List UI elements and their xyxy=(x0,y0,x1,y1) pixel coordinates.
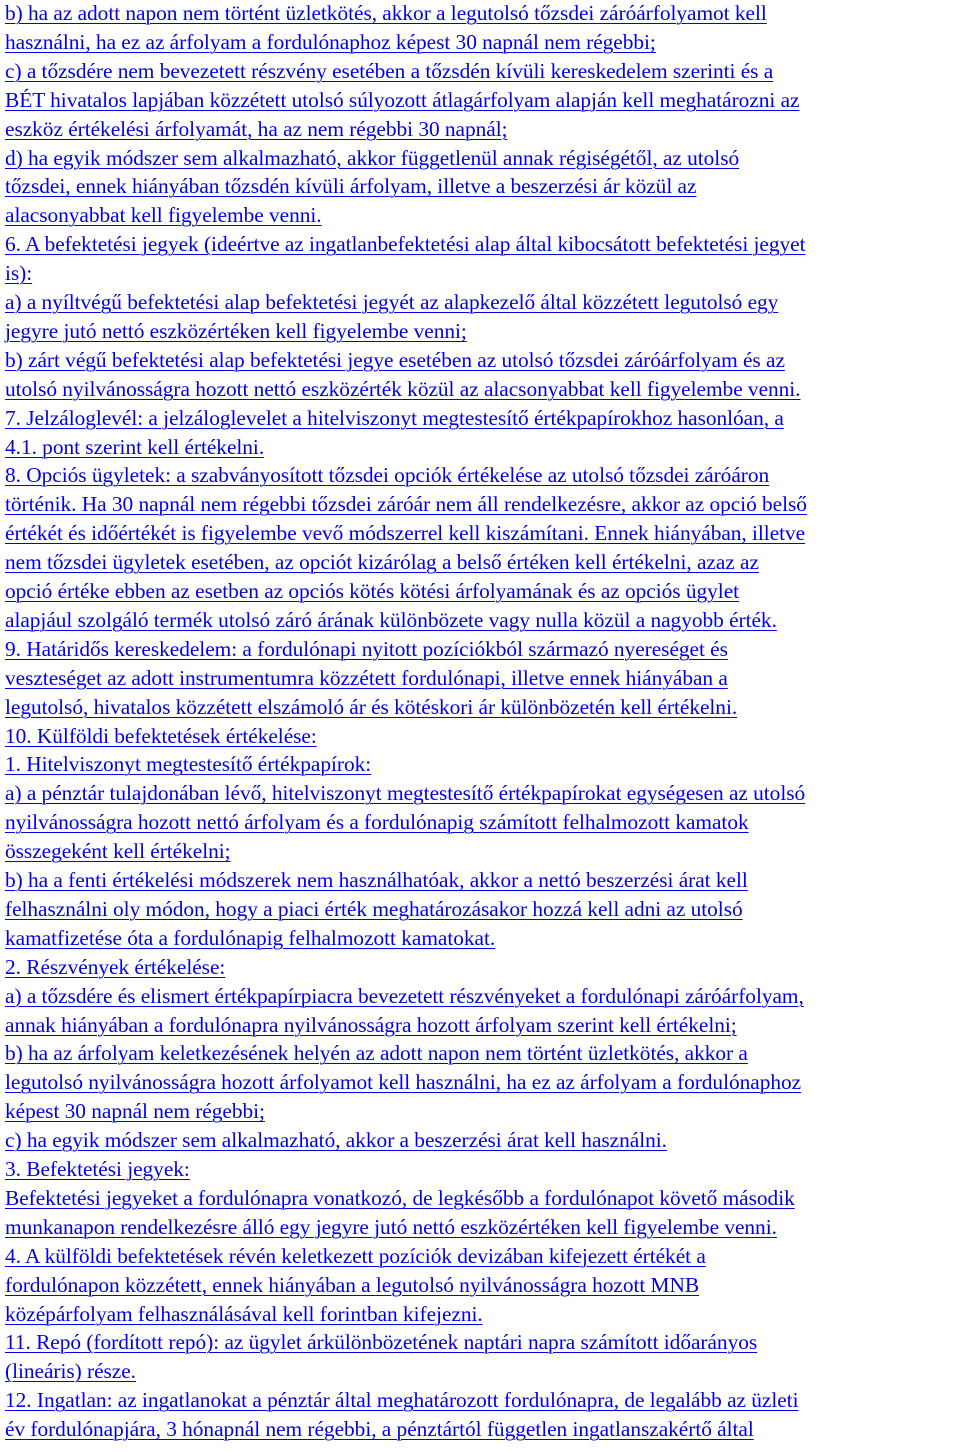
text-line-link[interactable]: fordulónapon közzétett, ennek hiányában a legutolsó nyilvánosságra hozott MNB xyxy=(5,1272,700,1297)
text-line-link[interactable]: összegeként kell értékelni; xyxy=(5,839,231,864)
text-line-link[interactable]: értékét és időértékét is figyelembe vevő módszerrel kell kiszámítani. Ennek hiányában, illetve xyxy=(5,521,806,546)
text-line-link[interactable]: a) a nyíltvégű befektetési alap befektetési jegyét az alapkezelő által közzétett legutolsó egy xyxy=(5,290,779,314)
text-line-link[interactable]: kamatfizetése óta a fordulónapig felhalmozott kamatokat. xyxy=(5,925,496,950)
text-line-link[interactable]: 12. Ingatlan: az ingatlanokat a pénztár által meghatározott fordulónapra, de legalább az üzleti xyxy=(5,1388,799,1413)
text-line-link[interactable]: eszköz értékelési árfolyamát, ha az nem régebbi 30 napnál; xyxy=(5,116,508,141)
text-line-link[interactable]: 6. A befektetési jegyek (ideértve az ingatlanbefektetési alap által kibocsátott befektetési jegyet xyxy=(5,232,806,257)
text-line-link[interactable]: (lineáris) része. xyxy=(5,1359,136,1384)
text-line-link[interactable]: b) zárt végű befektetési alap befektetési jegye esetében az utolsó tőzsdei záróárfolyam és az xyxy=(5,347,785,372)
text-line-link[interactable]: alapjául szolgáló termék utolsó záró árának különbözete vagy nulla közül a nagyobb érték. xyxy=(5,607,777,632)
text-line-link[interactable]: utolsó nyilvánosságra hozott nettó eszközérték közül az alacsonyabbat kell figyelembe venni. xyxy=(5,376,801,401)
text-line-link[interactable]: a) a pénztár tulajdonában lévő, hitelviszonyt megtestesítő értékpapírokat egységesen az utolsó xyxy=(5,781,806,806)
text-line-link[interactable]: b) ha az árfolyam keletkezésének helyén az adott napon nem történt üzletkötés, akkor a xyxy=(5,1041,748,1066)
text-line-link[interactable]: opció értéke ebben az esetben az opciós kötés kötési árfolyamának és az opciós ügylet xyxy=(5,579,740,603)
text-line-link[interactable]: használni, ha ez az árfolyam a fordulónaphoz képest 30 napnál nem régebbi; xyxy=(5,29,656,54)
text-line-link[interactable]: 3. Befektetési jegyek: xyxy=(5,1157,190,1181)
text-line-link[interactable]: 9. Határidős kereskedelem: a fordulónapi nyitott pozíciókból származó nyereséget és xyxy=(5,636,728,661)
text-line-link[interactable]: c) ha egyik módszer sem alkalmazható, akkor a beszerzési árat kell használni. xyxy=(5,1128,667,1153)
text-line-link[interactable]: alacsonyabbat kell figyelembe venni. xyxy=(5,203,322,228)
text-line-link[interactable]: b) ha az adott napon nem történt üzletkötés, akkor a legutolsó tőzsdei záróárfolyamot kell xyxy=(5,1,767,25)
text-line-link[interactable]: legutolsó, hivatalos közzétett elszámoló ár és kötéskori ár különbözetén kell értékelni. xyxy=(5,694,738,719)
text-line-link[interactable]: nyilvánosságra hozott nettó árfolyam és a fordulónapig számított felhalmozott kamatok xyxy=(5,810,749,835)
text-line-link[interactable]: jegyre jutó nettó eszközértéken kell figyelembe venni; xyxy=(5,318,467,343)
text-line-link[interactable]: Befektetési jegyeket a fordulónapra vonatkozó, de legkésőbb a fordulónapot követő második xyxy=(5,1185,795,1210)
text-line-link[interactable]: a) a tőzsdére és elismert értékpapírpiacra bevezetett részvényeket a fordulónapi záróárfolyam, xyxy=(5,983,804,1008)
text-line-link[interactable]: 2. Részvények értékelése: xyxy=(5,954,226,979)
text-line-link[interactable]: c) a tőzsdére nem bevezetett részvény esetében a tőzsdén kívüli kereskedelem szerinti és a xyxy=(5,58,774,83)
text-line-link[interactable]: is): xyxy=(5,261,33,286)
text-line-link[interactable]: annak hiányában a fordulónapra nyilvánosságra hozott árfolyam szerint kell értékelni; xyxy=(5,1012,737,1037)
text-line-link[interactable]: 4. A külföldi befektetések révén keletkezett pozíciók devizában kifejezett értékét a xyxy=(5,1243,706,1268)
text-line-link[interactable]: középárfolyam felhasználásával kell forintban kifejezni. xyxy=(5,1301,483,1326)
text-line-link[interactable]: 7. Jelzáloglevél: a jelzáloglevelet a hitelviszonyt megtestesítő értékpapírokhoz hasonlóan, a xyxy=(5,405,784,430)
text-line-link[interactable]: tőzsdei, ennek hiányában tőzsdén kívüli árfolyam, illetve a beszerzési ár közül az xyxy=(5,174,697,199)
text-line-link[interactable]: történik. Ha 30 napnál nem régebbi tőzsdei záróár nem áll rendelkezésre, akkor az opció belső xyxy=(5,492,807,517)
text-line-link[interactable]: felhasználni oly módon, hogy a piaci érték meghatározásakor hozzá kell adni az utolsó xyxy=(5,896,743,921)
text-line-link[interactable]: d) ha egyik módszer sem alkalmazható, akkor függetlenül annak régiségétől, az utolsó xyxy=(5,145,740,170)
text-line-link[interactable]: képest 30 napnál nem régebbi; xyxy=(5,1099,265,1124)
text-line-link[interactable]: legutolsó nyilvánosságra hozott árfolyamot kell használni, ha ez az árfolyam a fordulónaphoz xyxy=(5,1070,802,1095)
text-line-link[interactable]: 1. Hitelviszonyt megtestesítő értékpapírok: xyxy=(5,752,372,777)
text-line-link[interactable]: BÉT hivatalos lapjában közzétett utolsó súlyozott átlagárfolyam alapján kell meghatározni az xyxy=(5,87,800,112)
text-line-link[interactable]: 8. Opciós ügyletek: a szabványosított tőzsdei opciók értékelése az utolsó tőzsdei záróáron xyxy=(5,463,770,488)
text-line-link[interactable]: b) ha a fenti értékelési módszerek nem használhatóak, akkor a nettó beszerzési árat kell xyxy=(5,868,748,892)
text-line-link[interactable]: munkanapon rendelkezésre álló egy jegyre jutó nettó eszközértéken kell figyelembe venni. xyxy=(5,1214,777,1239)
text-line-link[interactable]: 10. Külföldi befektetések értékelése: xyxy=(5,723,317,748)
text-line-link[interactable]: veszteséget az adott instrumentumra közzétett fordulónapi, illetve ennek hiányában a xyxy=(5,665,728,690)
text-line-link[interactable]: 4.1. pont szerint kell értékelni. xyxy=(5,434,265,459)
text-line-link[interactable]: 11. Repó (fordított repó): az ügylet árkülönbözetének naptári napra számított időarányos xyxy=(5,1330,758,1355)
text-line-link[interactable]: év fordulónapjára, 3 hónapnál nem régebbi, a pénztártól független ingatlanszakértő által xyxy=(5,1417,754,1442)
text-line-link[interactable]: nem tőzsdei ügyletek esetében, az opciót kizárólag a belső értéken kell értékelni, azaz az xyxy=(5,550,759,575)
